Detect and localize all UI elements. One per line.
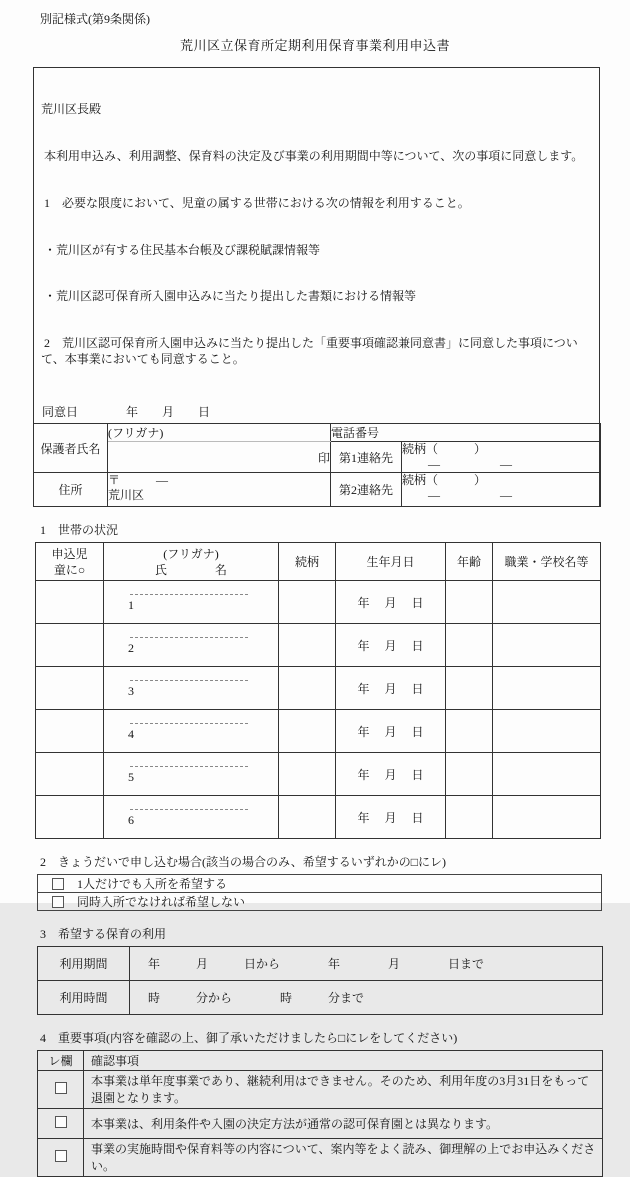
time-label: 利用時間: [38, 981, 130, 1015]
consent-line: 本利用申込み、利用調整、保育料の決定及び事業の利用期間中等について、次の事項に同意します。: [41, 148, 584, 163]
contact1-relation-label[interactable]: 続柄（ ）: [402, 442, 487, 457]
contact1-phone-blank[interactable]: ― ―: [428, 457, 513, 472]
row-number: 3: [128, 684, 134, 699]
member-name-field[interactable]: [104, 710, 279, 753]
checkbox-icon[interactable]: [55, 1082, 67, 1094]
sibling-option[interactable]: [38, 875, 601, 892]
member-name-field[interactable]: [104, 624, 279, 667]
age-cell[interactable]: [446, 710, 493, 753]
phone-number-header: 電話番号: [331, 424, 601, 442]
age-cell[interactable]: [446, 624, 493, 667]
consent-addressee: 荒川区長殿: [41, 102, 102, 117]
applicant-mark-cell[interactable]: [36, 624, 104, 667]
relation-cell[interactable]: [279, 581, 336, 624]
age-cell[interactable]: [446, 667, 493, 710]
header-birthdate: 生年月日: [336, 543, 446, 581]
household-row: [36, 667, 601, 710]
applicant-mark-cell[interactable]: [36, 667, 104, 710]
age-cell[interactable]: [446, 581, 493, 624]
birthdate-cell[interactable]: 年 月 日: [336, 796, 446, 839]
important-row: [38, 1071, 603, 1109]
applicant-mark-cell[interactable]: [36, 710, 104, 753]
header-occupation: 職業・学校名等: [493, 543, 601, 581]
row-number: 4: [128, 727, 134, 742]
agree-date-field[interactable]: 同意日 年 月 日: [42, 405, 211, 420]
relation-cell[interactable]: [279, 710, 336, 753]
contact2-phone-blank[interactable]: ― ―: [428, 488, 513, 503]
furigana-dotted-line: [130, 680, 248, 681]
applicant-mark-cell[interactable]: [36, 581, 104, 624]
important-items-table: [37, 1050, 603, 1177]
applicant-mark-cell[interactable]: [36, 796, 104, 839]
row-number: 2: [128, 641, 134, 656]
consent-text: [34, 68, 599, 398]
occupation-cell[interactable]: [493, 667, 601, 710]
age-cell[interactable]: [446, 796, 493, 839]
header-applicant-mark: 申込児 童に○: [36, 543, 104, 581]
period-label: 利用期間: [38, 947, 130, 981]
occupation-cell[interactable]: [493, 710, 601, 753]
sibling-option-label: 同時入所でなければ希望しない: [77, 895, 246, 910]
postal-code-line[interactable]: 〒 ―: [108, 473, 169, 488]
address-field[interactable]: [108, 473, 331, 507]
checkbox-icon[interactable]: [55, 1116, 67, 1128]
checkbox-icon[interactable]: [52, 878, 64, 890]
birthdate-cell[interactable]: 年 月 日: [336, 753, 446, 796]
birthdate-cell[interactable]: 年 月 日: [336, 581, 446, 624]
important-checkbox-cell[interactable]: [38, 1071, 84, 1109]
header-name: (フリガナ) 氏 名: [104, 543, 279, 581]
birthdate-cell[interactable]: 年 月 日: [336, 667, 446, 710]
checkbox-icon[interactable]: [55, 1150, 67, 1162]
time-field[interactable]: 時 分から 時 分まで: [130, 981, 603, 1015]
household-row: [36, 796, 601, 839]
header-relation: 続柄: [279, 543, 336, 581]
ward-line: 荒川区: [108, 488, 145, 503]
member-name-field[interactable]: [104, 581, 279, 624]
occupation-cell[interactable]: [493, 624, 601, 667]
sibling-option[interactable]: [38, 892, 601, 910]
occupation-cell[interactable]: [493, 581, 601, 624]
contact2-field[interactable]: [402, 473, 601, 507]
row-number: 5: [128, 770, 134, 785]
household-row: [36, 710, 601, 753]
furigana-dotted-line: [130, 766, 248, 767]
contact2-relation-label[interactable]: 続柄（ ）: [402, 473, 487, 488]
check-column-header: レ欄: [38, 1051, 84, 1071]
important-section-title: 4 重要事項(内容を確認の上、御了承いただけましたら□にレをしてください): [40, 1031, 458, 1046]
furigana-dotted-line: [130, 637, 248, 638]
checkbox-icon[interactable]: [52, 896, 64, 908]
important-row: [38, 1139, 603, 1177]
member-name-field[interactable]: [104, 667, 279, 710]
household-row: [36, 581, 601, 624]
important-item-text: 本事業は単年度事業であり、継続利用はできません。そのため、利用年度の3月31日をもって退園となります。: [84, 1071, 603, 1109]
occupation-cell[interactable]: [493, 753, 601, 796]
occupation-cell[interactable]: [493, 796, 601, 839]
birthdate-cell[interactable]: 年 月 日: [336, 624, 446, 667]
address-label: 住所: [34, 473, 108, 507]
household-section-title: 1 世帯の状況: [40, 523, 119, 538]
important-checkbox-cell[interactable]: [38, 1109, 84, 1139]
header-age: 年齢: [446, 543, 493, 581]
row-number: 6: [128, 813, 134, 828]
guardian-table: [33, 423, 601, 507]
member-name-field[interactable]: [104, 796, 279, 839]
relation-cell[interactable]: [279, 753, 336, 796]
form-style-label: 別記様式(第9条関係): [40, 12, 150, 26]
age-cell[interactable]: [446, 753, 493, 796]
consent-line: ・荒川区が有する住民基本台帳及び課税賦課情報等: [41, 242, 321, 257]
contact1-label: 第1連絡先: [331, 442, 402, 473]
page-title: 荒川区立保育所定期利用保育事業利用申込書: [179, 38, 450, 53]
contact1-field[interactable]: [402, 442, 601, 473]
consent-section: [33, 67, 600, 507]
seal-label: 印: [317, 450, 330, 465]
care-table: [37, 946, 603, 1015]
siblings-options-box: [37, 874, 602, 911]
consent-line: ・荒川区認可保育所入園申込みに当たり提出した書類における情報等: [41, 289, 417, 304]
furigana-dotted-line: [130, 594, 248, 595]
consent-line: 1 必要な限度において、児童の属する世帯における次の情報を利用すること。: [41, 195, 470, 210]
relation-cell[interactable]: [279, 667, 336, 710]
furigana-dotted-line: [130, 809, 248, 810]
important-row: [38, 1109, 603, 1139]
sibling-option-label: 1人だけでも入所を希望する: [77, 877, 228, 892]
relation-cell[interactable]: [279, 796, 336, 839]
important-item-text: 本事業は、利用条件や入園の決定方法が通常の認可保育園とは異なります。: [84, 1109, 603, 1139]
guardian-name-field[interactable]: [108, 442, 331, 473]
applicant-mark-cell[interactable]: [36, 753, 104, 796]
guardian-furigana-field[interactable]: (フリガナ): [108, 424, 331, 442]
household-row: [36, 753, 601, 796]
contact2-label: 第2連絡先: [331, 473, 402, 507]
care-section-title: 3 希望する保育の利用: [40, 927, 167, 942]
consent-line: 2 荒川区認可保育所入園申込みに当たり提出した「重要事項確認兼同意書」に同意した事項について、本事業においても同意すること。: [41, 336, 578, 366]
guardian-name-label: 保護者氏名: [34, 424, 108, 473]
member-name-field[interactable]: [104, 753, 279, 796]
household-row: [36, 624, 601, 667]
row-number: 1: [128, 598, 134, 613]
item-column-header: 確認事項: [84, 1051, 603, 1071]
relation-cell[interactable]: [279, 624, 336, 667]
important-item-text: 事業の実施時間や保育料等の内容について、案内等をよく読み、御理解の上でお申込みください。: [84, 1139, 603, 1177]
furigana-dotted-line: [130, 723, 248, 724]
period-field[interactable]: 年 月 日から 年 月 日まで: [130, 947, 603, 981]
siblings-section-title: 2 きょうだいで申し込む場合(該当の場合のみ、希望するいずれかの□にレ): [40, 855, 446, 870]
birthdate-cell[interactable]: 年 月 日: [336, 710, 446, 753]
important-checkbox-cell[interactable]: [38, 1139, 84, 1177]
household-table: [35, 542, 601, 839]
